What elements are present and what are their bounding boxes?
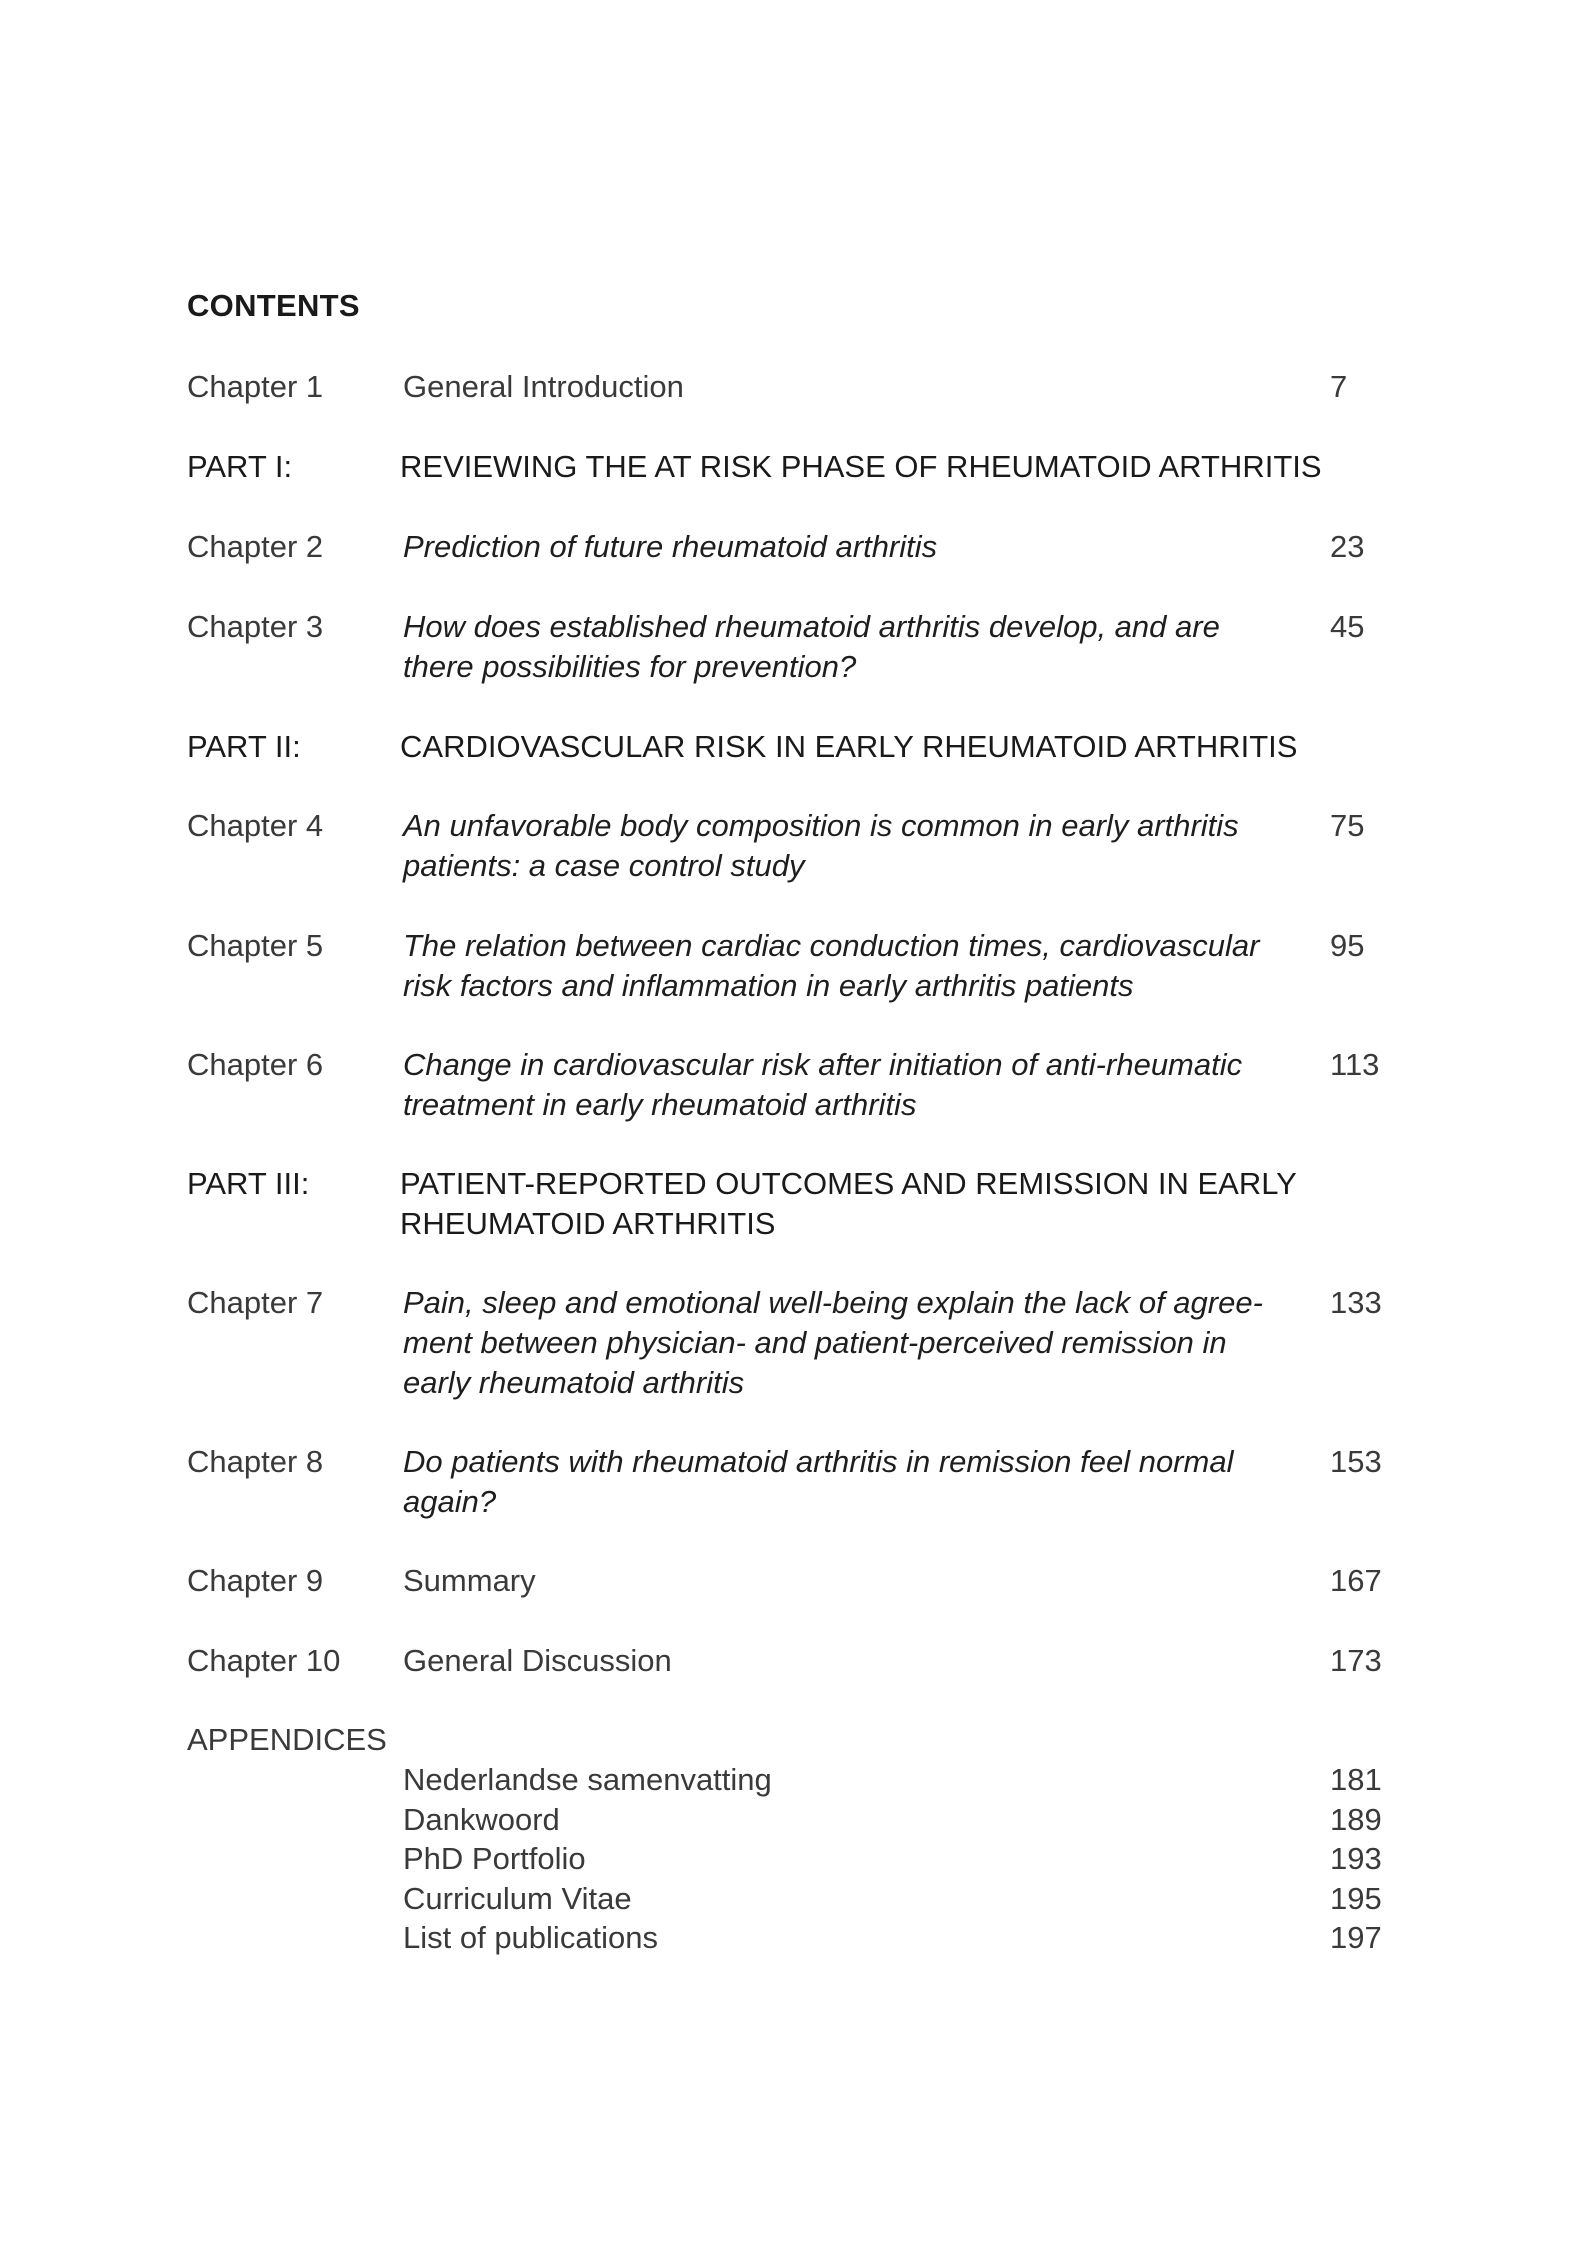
toc-label: Chapter 10 [187, 1643, 341, 1678]
toc-page-number: 167 [1330, 1563, 1382, 1598]
appendix-page-number: 193 [1330, 1841, 1382, 1876]
appendix-title: List of publications [403, 1920, 659, 1955]
toc-title: How does established rheumatoid arthritis develop, and are there possibilities for prevention? [403, 609, 1220, 684]
toc-title: Change in cardiovascular risk after initiation of anti-rheumatic treatment in early rheumatoid arthritis [403, 1047, 1243, 1122]
toc-page-number: 133 [1330, 1285, 1382, 1320]
appendix-item[interactable] [187, 1839, 1417, 1879]
toc-label: Chapter 7 [187, 1285, 324, 1320]
toc-page-number: 113 [1330, 1047, 1380, 1082]
appendix-title: Dankwoord [403, 1801, 560, 1837]
toc-page-number: 75 [1330, 808, 1365, 843]
toc-title: Prediction of future rheumatoid arthritis [403, 529, 938, 564]
toc-part-title: PATIENT-REPORTED OUTCOMES AND REMISSION IN EARLY RHEUMATOID ARTHRITIS [400, 1166, 1297, 1241]
toc-part-title: CARDIOVASCULAR RISK IN EARLY RHEUMATOID ARTHRITIS [400, 729, 1298, 764]
toc-part-label: PART III: [187, 1166, 310, 1201]
toc-label: Chapter 2 [187, 529, 324, 564]
appendix-page-number: 197 [1330, 1920, 1382, 1955]
toc-label: Chapter 9 [187, 1563, 324, 1598]
toc-title: Pain, sleep and emotional well-being explain the lack of agree- ment between physician- and patient-perceived remission in early rheumatoid arthritis [403, 1285, 1263, 1400]
toc-page-number: 95 [1330, 928, 1365, 963]
appendix-title: Curriculum Vitae [403, 1880, 632, 1916]
toc-page-number: 23 [1330, 529, 1365, 564]
appendix-page-number: 181 [1330, 1762, 1382, 1797]
toc-label: Chapter 1 [187, 369, 324, 404]
toc-appendices-label: APPENDICES [187, 1722, 387, 1757]
toc-title: General Discussion [403, 1643, 672, 1678]
toc-label: Chapter 5 [187, 928, 324, 963]
toc-title: Summary [403, 1563, 536, 1598]
toc-part-title: REVIEWING THE AT RISK PHASE OF RHEUMATOID ARTHRITIS [400, 449, 1322, 484]
page-title: CONTENTS [187, 288, 360, 323]
appendix-item[interactable] [187, 1879, 1417, 1919]
toc-part-label: PART I: [187, 449, 293, 484]
toc-title: Do patients with rheumatoid arthritis in remission feel normal again? [403, 1444, 1234, 1519]
toc-label: Chapter 8 [187, 1444, 324, 1479]
appendix-item[interactable] [187, 1918, 1417, 1958]
appendix-page-number: 189 [1330, 1801, 1382, 1837]
appendix-list [187, 1760, 1417, 1958]
toc-label: Chapter 3 [187, 609, 324, 644]
toc-part-label: PART II: [187, 729, 301, 764]
toc-page-number: 7 [1330, 369, 1348, 404]
toc-page-number: 173 [1330, 1643, 1382, 1678]
appendix-item[interactable] [187, 1800, 1417, 1840]
toc-label: Chapter 4 [187, 808, 324, 843]
toc-title: An unfavorable body composition is common in early arthritis patients: a case control study [403, 808, 1239, 883]
toc-title: The relation between cardiac conduction times, cardiovascular risk factors and inflammation in early arthritis patients [403, 928, 1260, 1003]
appendix-title: PhD Portfolio [403, 1841, 586, 1876]
toc-page-number: 153 [1330, 1444, 1382, 1479]
toc-label: Chapter 6 [187, 1047, 324, 1082]
toc-title: General Introduction [403, 369, 684, 404]
appendix-title: Nederlandse samenvatting [403, 1762, 772, 1797]
appendix-item[interactable] [187, 1760, 1417, 1800]
toc-page-number: 45 [1330, 609, 1365, 644]
appendix-page-number: 195 [1330, 1880, 1382, 1916]
